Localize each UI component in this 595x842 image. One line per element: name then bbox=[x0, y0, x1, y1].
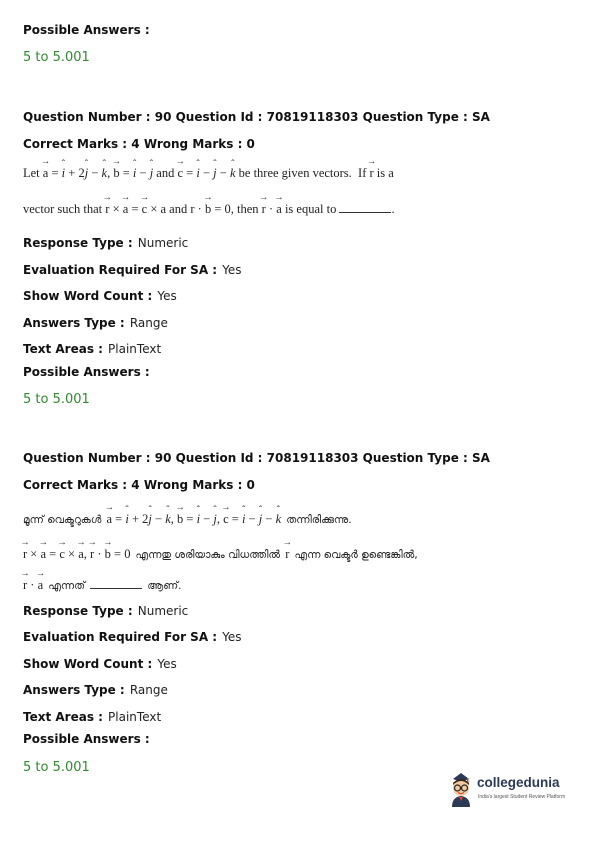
possible-answers-value: 5 to 5.001 bbox=[23, 392, 90, 407]
mascot-icon bbox=[447, 773, 475, 807]
logo-tagline: India's largest Student Review Platform bbox=[478, 794, 566, 800]
field-text-areas: Text Areas : PlainText bbox=[23, 710, 162, 724]
field-word-count: Show Word Count : Yes bbox=[23, 289, 177, 303]
logo-wordmark: collegedunia bbox=[477, 775, 560, 790]
question-text-line-1: Let → a = ˆ i + 2ˆ j − ˆ k, → b = ˆ i − ˆ j and → c = ˆ i − ˆ j − ˆ k be three given vectors. If → r is a bbox=[23, 166, 394, 181]
question-text-line-2: vector such that → r × → a = → c × a and r · → b = 0, then → r · → a is equal to . bbox=[23, 202, 395, 217]
field-response-type: Response Type : Numeric bbox=[23, 604, 189, 618]
question-text-ml-line-1: മൂന്ന് വെക്ടറുകൾ → a = ˆ i + 2ˆ j − ˆ k, → b = ˆ i − ˆ j, → c = ˆ i − ˆ j − ˆ k തന്നിരിക്കുന്നു. bbox=[23, 508, 352, 527]
field-answers-type: Answers Type : Range bbox=[23, 316, 168, 330]
marks-line: Correct Marks : 4 Wrong Marks : 0 bbox=[23, 137, 255, 151]
answer-blank bbox=[339, 203, 391, 213]
marks-line: Correct Marks : 4 Wrong Marks : 0 bbox=[23, 478, 255, 492]
field-text-areas: Text Areas : PlainText bbox=[23, 342, 162, 356]
question-text-ml-line-3: → r · → a എന്നത് ആണ്. bbox=[23, 574, 181, 593]
field-word-count: Show Word Count : Yes bbox=[23, 657, 177, 671]
collegedunia-logo bbox=[447, 773, 572, 809]
possible-answers-label: Possible Answers : bbox=[23, 23, 150, 37]
question-header: Question Number : 90 Question Id : 70819118303 Question Type : SA bbox=[23, 451, 490, 465]
possible-answers-label: Possible Answers : bbox=[23, 365, 150, 379]
field-evaluation: Evaluation Required For SA : Yes bbox=[23, 630, 242, 644]
answer-blank bbox=[90, 579, 142, 589]
possible-answers-value: 5 to 5.001 bbox=[23, 760, 90, 775]
question-header: Question Number : 90 Question Id : 70819118303 Question Type : SA bbox=[23, 110, 490, 124]
question-text-ml-line-2: → r × → a = → c × → a, → r · → b = 0 എന്നതു ശരിയാകും വിധത്തിൽ → r എന്ന വെക്ടർ ഉണ്ടെങ്കിൽ, bbox=[23, 543, 418, 562]
field-evaluation: Evaluation Required For SA : Yes bbox=[23, 263, 242, 277]
possible-answers-value: 5 to 5.001 bbox=[23, 50, 90, 65]
possible-answers-label: Possible Answers : bbox=[23, 732, 150, 746]
field-response-type: Response Type : Numeric bbox=[23, 236, 189, 250]
field-answers-type: Answers Type : Range bbox=[23, 683, 168, 697]
